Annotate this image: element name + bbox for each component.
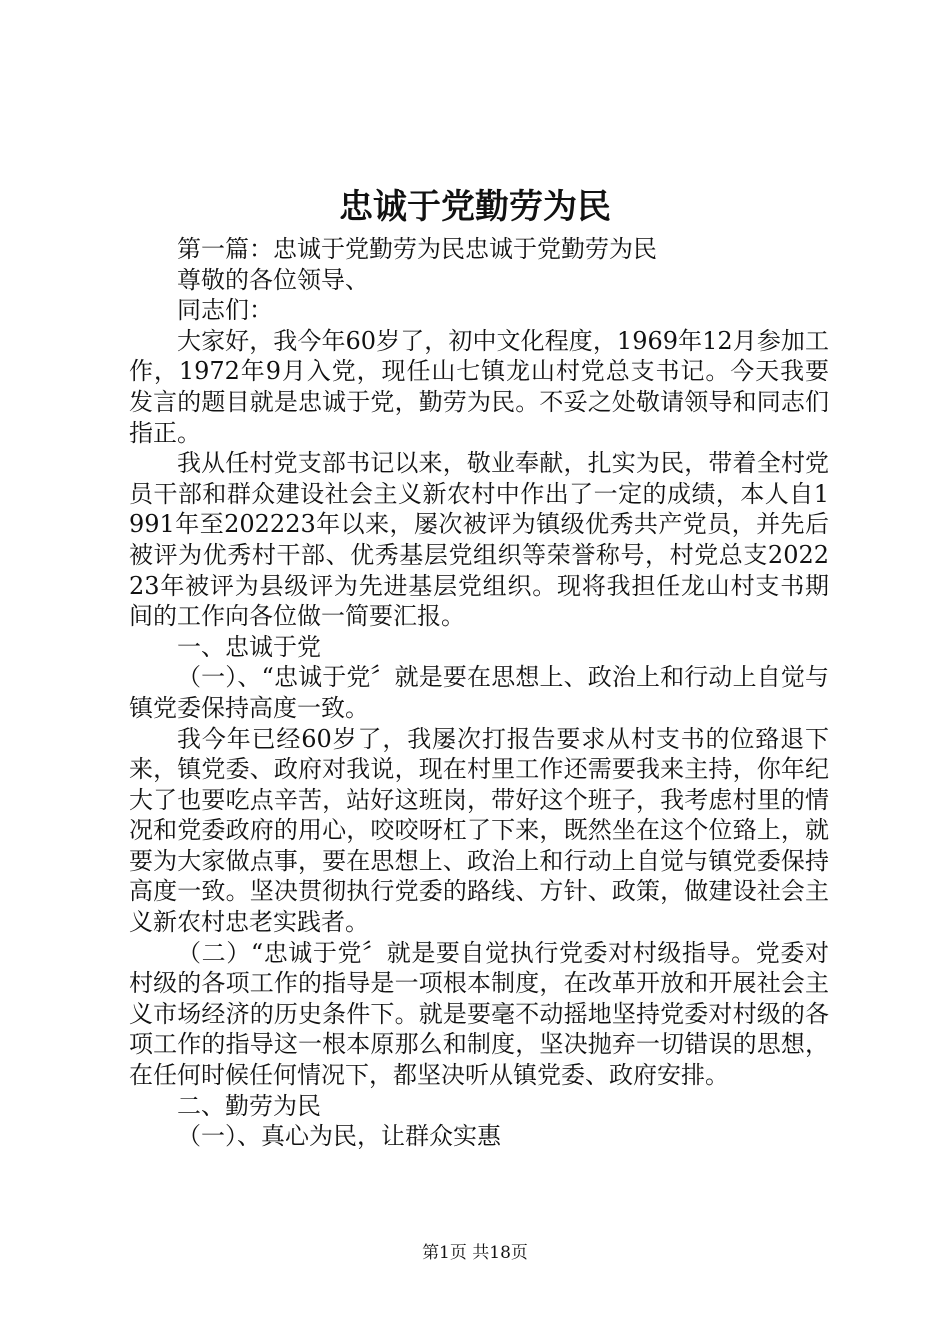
heading-diligence: 二、勤劳为民 (177, 1091, 321, 1120)
paragraph-salutation: 尊敬的各位领导、 (177, 265, 369, 294)
paragraph-achievements: 我从任村党支部书记以来，敬业奉献，扎实为民，带着全村党员干部和群众建设社会主义新农村中作出了一定的成绩，本人自1991年至202223年以来，屡次被评为镇级优秀共产党员，并先后被评为优秀村干部、优秀基层党组织等荣誉称号，村党总支202223年被评为县级评为先进基层党组织。现将我担任龙山村支书期间的工作向各位做一简要汇报。 (129, 449, 829, 631)
document-body (129, 234, 829, 1152)
paragraph-diligence-1: （一）、真心为民，让群众实惠 (177, 1122, 501, 1151)
document-title: 忠诚于党勤劳为民 (339, 187, 611, 227)
paragraph-salutation-2: 同志们： (177, 296, 273, 325)
paragraph-introduction: 大家好，我今年60岁了，初中文化程度，1969年12月参加工作，1972年9月入党，现任山七镇龙山村党总支书记。今天我要发言的题目就是忠诚于党，勤劳为民。不妥之处敬请领导和同志们指正。 (129, 326, 829, 447)
paragraph-loyalty-2: （二）“忠诚于党〞就是要自觉执行党委对村级指导。党委对村级的各项工作的指导是一项根本制度，在改革开放和开展社会主义市场经济的历史条件下。就是要毫不动摇地坚持党委对村级的各项工作的指导这一根本原那么和制度，坚决抛弃一切错误的思想，在任何时候任何情况下，都坚决听从镇党委、政府安排。 (129, 938, 829, 1090)
paragraph-section-heading: 第一篇：忠诚于党勤劳为民忠诚于党勤劳为民 (177, 235, 657, 263)
heading-loyalty: 一、忠诚于党 (177, 632, 321, 661)
paragraph-loyalty-story: 我今年已经60岁了，我屡次打报告要求从村支书的位臵退下来，镇党委、政府对我说，现在村里工作还需要我来主持，你年纪大了也要吃点辛苦，站好这班岗，带好这个班子，我考虑村里的情况和党委政府的用心，咬咬呀杠了下来，既然坐在这个位臵上，就要为大家做点事，要在思想上、政治上和行动上自觉与镇党委保持高度一致。坚决贯彻执行党委的路线、方针、政策，做建设社会主义新农村忠老实践者。 (129, 724, 829, 937)
page-footer: 第1页 共18页 (422, 1243, 528, 1263)
paragraph-loyalty-1: （一）、“忠诚于党〞就是要在思想上、政治上和行动上自觉与镇党委保持高度一致。 (129, 663, 829, 722)
